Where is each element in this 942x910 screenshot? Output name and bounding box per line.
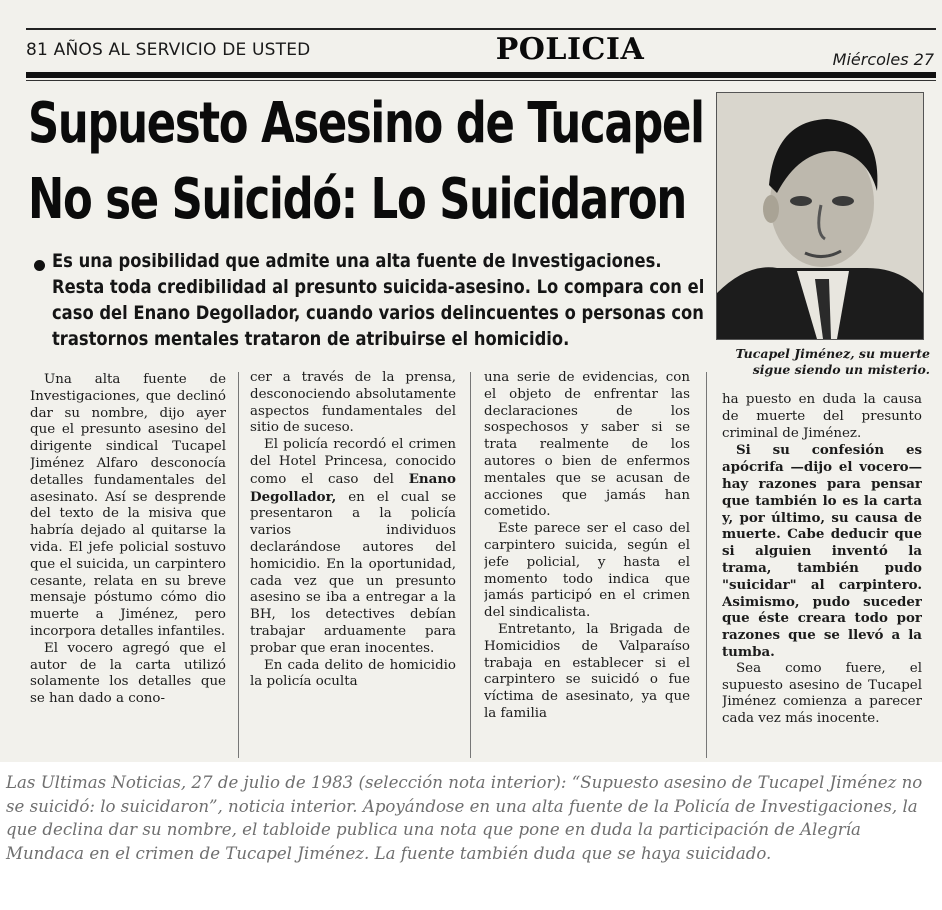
headline-line-2: No se Suicidó: Lo Suicidaron: [28, 167, 686, 232]
image-caption: Las Ultimas Noticias, 27 de julio de 1983 (selección nota interior): “Supuesto asesino de Tucapel Jiménez no se suicidó: lo suicidaron”, noticia interior. Apoyándose en una alta fuente de la Policía de Investigaciones, la que declina dar su nombre, el tabloide publica una nota que pone en duda la participación de Alegría Mundaca en el crimen de Tucapel Jiménez. La fuente también duda que se haya suicidado.: [6, 773, 923, 863]
photo-caption: Tucapel Jiménez, su muerte sigue siendo un misterio.: [735, 346, 930, 377]
column-paragraph: Entretanto, la Brigada de Homicidios de Valparaíso trabaja en establecer si el carpintero se suicidó o fue víctima de asesinato, ya que la familia: [484, 621, 690, 721]
bullet-icon: [34, 260, 45, 271]
headline-line-1: Supuesto Asesino de Tucapel: [28, 91, 704, 156]
column-paragraph: Este parece ser el caso del carpintero suicida, según el jefe policial, y hasta el momento todo indica que jamás participó en el crimen del sindicalista.: [484, 521, 690, 621]
masthead-rule-thin: [26, 80, 936, 81]
column-paragraph: El vocero agregó que el autor de la carta utilizó solamente los detalles que se han dado a cono-: [30, 640, 226, 707]
paragraph-text: en el cual se presentaron a la policía varios individuos declarándose autores del homicidio. En la oportunidad, cada vez que un presunto asesino se iba a entregar a la BH, los detectives debían trabajar arduamente para probar que eran inocentes.: [250, 489, 456, 656]
headline: [28, 86, 704, 238]
article-column-3: [484, 370, 690, 758]
top-rule: [26, 28, 936, 30]
column-paragraph: [250, 437, 456, 657]
masthead-motto: 81 AÑOS AL SERVICIO DE USTED: [26, 40, 311, 60]
column-divider: [706, 372, 707, 758]
paragraph-text: El policía recordó el crimen del Hotel Princesa, conocido como el caso del: [250, 437, 456, 487]
column-paragraph: Una alta fuente de Investigaciones, que declinó dar su nombre, dijo ayer que el presunto asesino del dirigente sindical Tucapel Jiménez Alfaro desconocía detalles fundamentales del asesinato. Así se desprende del texto de la misiva que habría dejado al quitarse la vida. El jefe policial sostuvo que el suicida, un carpintero cesante, relata en su breve mensaje póstumo cómo dio muerte a Jiménez, pero incorpora detalles infantiles.: [30, 372, 226, 639]
column-paragraph-bold: Si su confesión es apócrifa —dijo el vocero— hay razones para pensar que también lo es la carta y, por último, su causa de muerte. Cabe deducir que si alguien inventó la trama, también pudo "suicidar" al carpintero. Asimismo, pudo suceder que éste creara todo por razones que se llevó a la tumba.: [722, 442, 922, 660]
column-divider: [238, 372, 239, 758]
issue-day: Miércoles 27: [832, 50, 934, 69]
column-paragraph: cer a través de la prensa, desconociendo absolutamente aspectos fundamentales del sitio de suceso.: [250, 370, 456, 436]
article-column-1: [30, 372, 226, 760]
masthead-rule: [26, 72, 936, 78]
article-column-2: [250, 370, 456, 758]
portrait-photo: [716, 92, 924, 340]
column-paragraph: ha puesto en duda la causa de muerte del presunto criminal de Jiménez.: [722, 392, 922, 441]
column-paragraph: Sea como fuere, el supuesto asesino de Tucapel Jiménez comienza a parecer cada vez más inocente.: [722, 660, 922, 727]
portrait-illustration: [717, 93, 923, 339]
lead-paragraph: Es una posibilidad que admite una alta fuente de Investigaciones. Resta toda credibilidad al presunto suicida-asesino. Lo compara con el caso del Enano Degollador, cuando varios delincuentes o personas con trastornos mentales trataron de atribuirse el homicidio.: [52, 250, 705, 350]
bold-phrase: Enano Degollador,: [250, 470, 456, 505]
column-paragraph: En cada delito de homicidio la policía oculta: [250, 657, 456, 690]
column-paragraph: una serie de evidencias, con el objeto de enfrentar las declaraciones de los sospechosos y saber si se trata realmente de los autores o bien de enfermos mentales que se acusan de acciones que jamás han cometido.: [484, 370, 690, 520]
section-title: POLICIA: [495, 32, 645, 67]
column-divider: [470, 372, 471, 758]
article-column-4: [722, 392, 922, 762]
